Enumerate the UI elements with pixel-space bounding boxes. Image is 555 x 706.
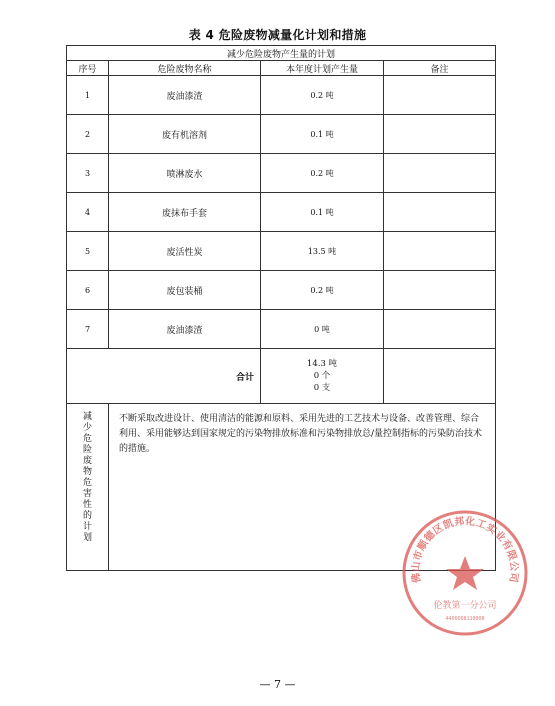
table-caption: 减少危险废物产生量的计划 [67, 46, 496, 61]
plan-text: 不断采取改进设计、使用清洁的能源和原料、采用先进的工艺技术与设备、改善管理、综合利用、采用能够达到国家规定的污染物排放标准和污染物排放总/量控制指标的污染防治技术的措施。 [109, 404, 496, 571]
row-amount: 0.2 吨 [261, 154, 384, 193]
seal-code: 4406068110008 [445, 616, 485, 622]
total-value-units: 0 支 [313, 383, 331, 393]
plan-label-char: 减 [82, 412, 92, 422]
row-note [384, 271, 496, 310]
seal-text: 佛山市顺德区凯邦化工实业有限公司 [410, 516, 520, 584]
row-name: 喷淋废水 [109, 154, 261, 193]
seal-subtext: 伦教第一分公司 [433, 601, 497, 611]
plan-label-char: 计 [82, 522, 92, 532]
plan-label [67, 404, 109, 571]
row-name: 废油漆渣 [109, 310, 261, 349]
header-note: 备注 [384, 61, 496, 76]
row-seq: 7 [67, 310, 109, 349]
page-number: — 7 — [259, 678, 296, 691]
plan-label-char: 的 [82, 511, 92, 521]
row-amount: 0.2 吨 [261, 271, 384, 310]
row-name: 废包装桶 [109, 271, 261, 310]
row-seq: 1 [67, 76, 109, 115]
total-row [67, 349, 496, 404]
row-note [384, 310, 496, 349]
row-note [384, 193, 496, 232]
table-row [67, 154, 496, 193]
table-row [67, 115, 496, 154]
row-amount: 0 吨 [261, 310, 384, 349]
plan-label-char: 性 [82, 500, 92, 510]
table-row [67, 232, 496, 271]
plan-label-char: 危 [82, 434, 92, 444]
table-row [67, 310, 496, 349]
row-name: 废油漆渣 [109, 76, 261, 115]
plan-label-char: 废 [82, 456, 92, 466]
row-seq: 3 [67, 154, 109, 193]
plan-label-char: 危 [82, 478, 92, 488]
table-row [67, 271, 496, 310]
total-label: 合计 [67, 349, 261, 404]
table-row [67, 76, 496, 115]
row-amount: 0.1 吨 [261, 115, 384, 154]
row-amount: 13.5 吨 [261, 232, 384, 271]
table-header-row [67, 61, 496, 76]
header-amount: 本年度计划产生量 [261, 61, 384, 76]
row-seq: 6 [67, 271, 109, 310]
row-name: 废有机溶剂 [109, 115, 261, 154]
row-amount: 0.1 吨 [261, 193, 384, 232]
hazardous-waste-table-container [66, 45, 495, 571]
plan-label-char: 物 [82, 467, 92, 477]
plan-label-char: 险 [82, 445, 92, 455]
row-name: 废抹布手套 [109, 193, 261, 232]
header-seq: 序号 [67, 61, 109, 76]
header-name: 危险废物名称 [109, 61, 261, 76]
row-name: 废活性炭 [109, 232, 261, 271]
total-note [384, 349, 496, 404]
row-seq: 4 [67, 193, 109, 232]
hazardous-waste-table [66, 45, 496, 571]
table-title: 表 4 危险废物减量化计划和措施 [188, 28, 367, 42]
plan-label-char: 划 [82, 533, 92, 543]
company-seal-icon [400, 508, 530, 638]
table-row [67, 193, 496, 232]
row-note [384, 154, 496, 193]
row-note [384, 115, 496, 154]
plan-label-char: 害 [82, 489, 92, 499]
row-seq: 5 [67, 232, 109, 271]
total-values [261, 349, 384, 404]
row-amount: 0.2 吨 [261, 76, 384, 115]
row-note [384, 232, 496, 271]
total-value-pieces: 0 个 [313, 371, 331, 381]
row-note [384, 76, 496, 115]
total-value-tons: 14.3 吨 [306, 359, 338, 369]
row-seq: 2 [67, 115, 109, 154]
table-caption-row [67, 46, 496, 61]
plan-label-char: 少 [82, 423, 92, 433]
